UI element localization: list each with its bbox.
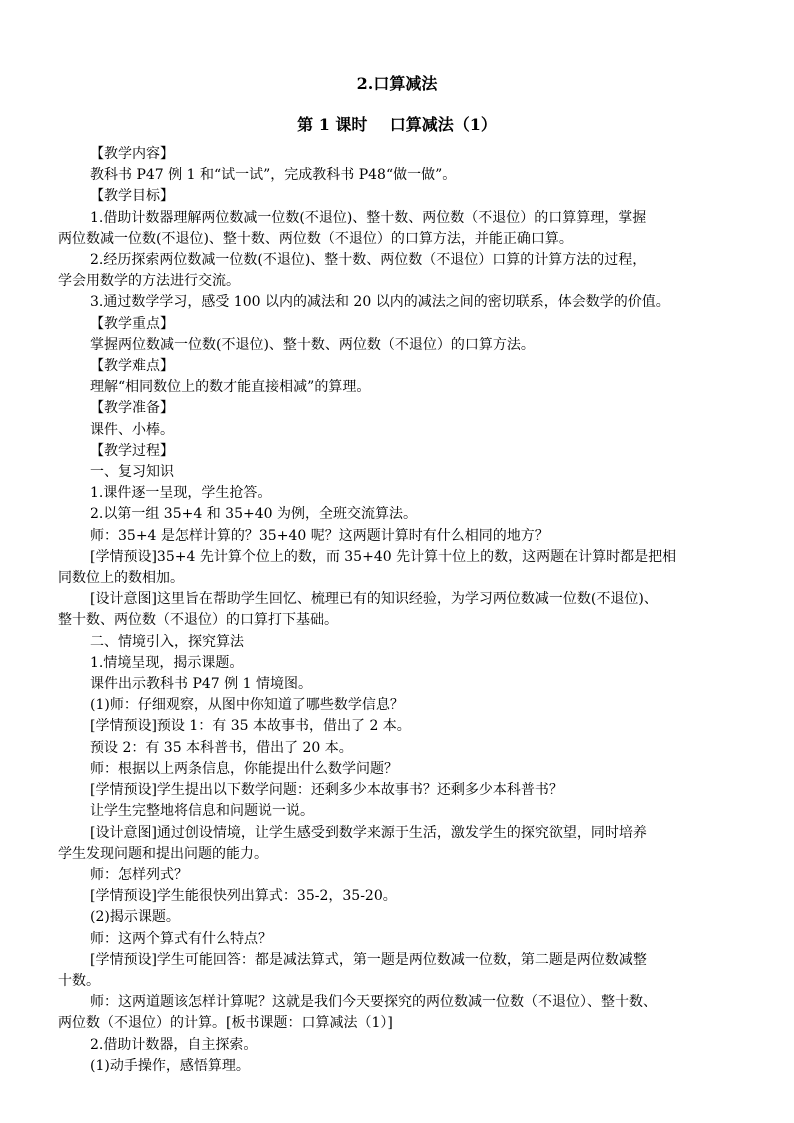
text-line: 掌握两位数减一位数(不退位)、整十数、两位数（不退位）的口算方法。	[90, 336, 535, 353]
text-line: 2.借助计数器，自主探索。	[90, 1036, 258, 1053]
text-line: 一、复习知识	[90, 464, 174, 481]
text-line: 课件、小棒。	[90, 421, 174, 438]
text-line: 师：这两个算式有什么特点？	[90, 930, 272, 947]
text-line: (2)揭示课题。	[90, 909, 180, 926]
text-line: (1)师：仔细观察，从图中你知道了哪些数学信息？	[90, 697, 404, 714]
text-line: 【教学内容】	[90, 146, 174, 162]
text-line: [学情预设]学生可能回答：都是减法算式，第一题是两位数减一位数，第二题是两位数减整	[90, 951, 647, 968]
text-line: 【教学准备】	[90, 400, 174, 417]
text-line: [学情预设]35+4 先计算个位上的数，而 35+40 先计算十位上的数，这两题在计算时都是把相	[90, 548, 677, 565]
text-line: 师：怎样列式？	[90, 866, 188, 883]
text-line: (1)动手操作，感悟算理。	[90, 1057, 250, 1074]
text-line: 1.课件逐一呈现，学生抢答。	[90, 485, 272, 502]
text-line: 2.经历探索两位数减一位数(不退位)、整十数、两位数（不退位）口算的计算方法的过程，	[90, 252, 647, 269]
text-line: 二、情境引入，探究算法	[90, 633, 244, 650]
section-title: 2.口算减法	[356, 74, 438, 93]
text-line: 预设 2：有 35 本科普书，借出了 20 本。	[90, 739, 353, 756]
text-line: 1.借助计数器理解两位数减一位数(不退位)、整十数、两位数（不退位）的口算算理，掌握	[90, 209, 647, 226]
text-line: 课件出示教科书 P47 例 1 情境图。	[90, 676, 312, 693]
text-line: [设计意图]通过创设情境，让学生感受到数学来源于生活，激发学生的探究欲望，同时培养	[90, 824, 647, 841]
text-line: 理解“相同数位上的数才能直接相减”的算理。	[90, 379, 371, 396]
text-line: 3.通过数学学习，感受 100 以内的减法和 20 以内的减法之间的密切联系，体会数学的价值。	[90, 294, 670, 311]
text-line: 两位数减一位数(不退位)、整十数、两位数（不退位）的口算方法，并能正确口算。	[58, 230, 573, 247]
text-line: 2.以第一组 35+4 和 35+40 为例，全班交流算法。	[90, 506, 417, 523]
text-line: 学会用数学的方法进行交流。	[58, 273, 240, 290]
text-line: 教科书 P47 例 1 和“试一试”，完成教科书 P48“做一做”。	[90, 167, 457, 184]
text-line: [学情预设]学生能很快列出算式：35-2，35-20。	[90, 888, 397, 905]
text-line: 十数。	[58, 972, 100, 989]
text-line: 师：这两道题该怎样计算呢？这就是我们今天要探究的两位数减一位数（不退位）、整十数、	[90, 994, 657, 1011]
text-line: 【教学过程】	[90, 442, 174, 459]
document-body	[58, 144, 734, 1077]
lesson-title: 第 1 课时 口算减法（1）	[297, 115, 497, 134]
text-line: [学情预设]学生提出以下数学问题：还剩多少本故事书？还剩多少本科普书？	[90, 782, 563, 799]
text-line: 同数位上的数相加。	[58, 570, 184, 587]
text-line: 让学生完整地将信息和问题说一说。	[90, 803, 314, 820]
text-line: [学情预设]预设 1：有 35 本故事书，借出了 2 本。	[90, 718, 411, 735]
text-line: 【教学目标】	[90, 188, 174, 205]
text-line: 师：根据以上两条信息，你能提出什么数学问题？	[90, 760, 398, 777]
text-line: 【教学重点】	[90, 315, 174, 332]
text-line: 学生发现问题和提出问题的能力。	[58, 845, 268, 862]
text-line: 师：35+4 是怎样计算的？35+40 呢？这两题计算时有什么相同的地方？	[90, 527, 549, 544]
text-line: 1.情境呈现，揭示课题。	[90, 654, 244, 671]
text-line: [设计意图]这里旨在帮助学生回忆、梳理已有的知识经验，为学习两位数减一位数(不退位)、	[90, 591, 658, 608]
text-line: 【教学难点】	[90, 358, 174, 375]
text-line: 整十数、两位数（不退位）的口算打下基础。	[58, 612, 338, 629]
text-line: 两位数（不退位）的计算。[板书课题：口算减法（1）]	[58, 1015, 393, 1032]
